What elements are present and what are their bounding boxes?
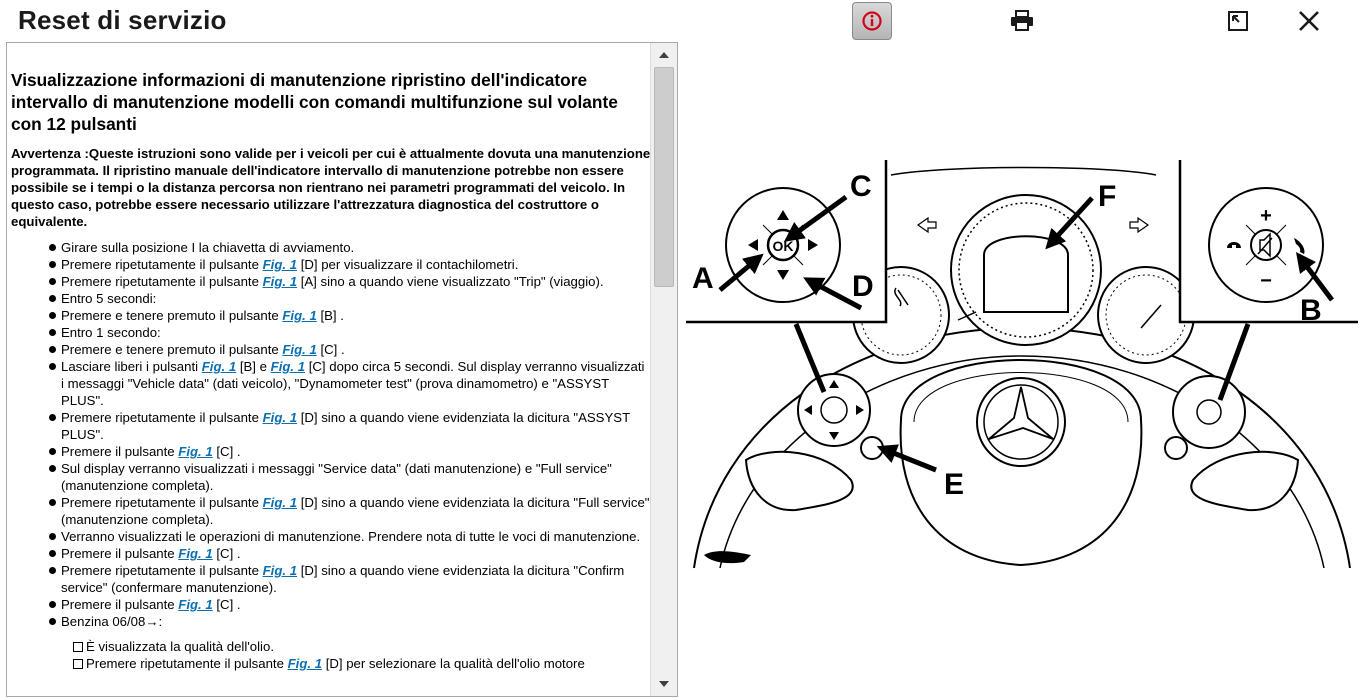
list-item: Premere il pulsante Fig. 1 [C] . bbox=[11, 545, 651, 562]
fig-link[interactable]: Fig. 1 bbox=[178, 444, 213, 459]
list-item: Sul display verranno visualizzati i messaggi "Service data" (dati manutenzione) e "Full service" (manutenzione completa). bbox=[11, 460, 651, 494]
fig-link[interactable]: Fig. 1 bbox=[262, 563, 298, 578]
instructions-panel[interactable] bbox=[6, 42, 678, 697]
fig-link[interactable]: Fig. 1 bbox=[262, 257, 298, 272]
list-item: Girare sulla posizione I la chiavetta di avviamento. bbox=[11, 239, 651, 256]
list-item: Premere il pulsante Fig. 1 [C] . bbox=[11, 443, 651, 460]
list-item: Lasciare liberi i pulsanti Fig. 1 [B] e Fig. 1 [C] dopo circa 5 secondi. Sul display verranno visualizzati i messaggi "Vehicle data" (dati veicolo), "Dynamometer test" (prova dinamometro) e "ASSYST PLUS". bbox=[11, 358, 651, 409]
list-item: Premere ripetutamente il pulsante Fig. 1 [A] sino a quando viene visualizzato "Trip" (viaggio). bbox=[11, 273, 651, 290]
fig-link[interactable]: Fig. 1 bbox=[282, 308, 317, 323]
arrow-up-icon bbox=[659, 52, 669, 58]
fig-link[interactable]: Fig. 1 bbox=[262, 410, 298, 425]
list-item: Premere il pulsante Fig. 1 [C] . bbox=[11, 596, 651, 613]
list-item: Entro 1 secondo: bbox=[11, 324, 651, 341]
callout-e: E bbox=[944, 468, 965, 501]
steering-wheel-diagram bbox=[686, 160, 1358, 580]
page-title: Reset di servizio bbox=[18, 5, 227, 35]
article-heading: Visualizzazione informazioni di manutenzione ripristino dell'indicatore intervallo di manutenzione modelli con comandi multifunzione sul volante con 12 pulsanti bbox=[11, 70, 618, 134]
steps-list bbox=[11, 239, 651, 630]
close-icon bbox=[1297, 9, 1321, 33]
fig-link[interactable]: Fig. 1 bbox=[201, 359, 237, 374]
substeps-list bbox=[11, 638, 651, 672]
instructions-content bbox=[11, 69, 651, 672]
list-item: Premere ripetutamente il pulsante Fig. 1 [D] sino a quando viene evidenziata la dicitura "ASSYST PLUS". bbox=[11, 409, 651, 443]
list-item: Entro 5 secondi: bbox=[11, 290, 651, 307]
scroll-up-button[interactable] bbox=[653, 45, 675, 65]
callout-b: B bbox=[1300, 294, 1322, 327]
list-item: Verranno visualizzati le operazioni di manutenzione. Prendere nota di tutte le voci di manutenzione. bbox=[11, 528, 651, 545]
callout-c: C bbox=[850, 170, 872, 203]
print-button[interactable] bbox=[1002, 2, 1042, 40]
list-item: Benzina 06/08→: bbox=[11, 613, 651, 630]
ok-label: OK bbox=[772, 238, 794, 254]
fig-link[interactable]: Fig. 1 bbox=[262, 495, 298, 510]
close-button[interactable] bbox=[1289, 2, 1329, 40]
fig-link[interactable]: Fig. 1 bbox=[178, 546, 213, 561]
warning-text: Avvertenza :Queste istruzioni sono valide per i veicoli per cui è attualmente dovuta una manutenzione programmata. Il ripristino manuale dell'indicatore intervallo di manutenzione potrebbe non essere possibile se i tempi o la distanza percorsa non rientrano nei parametri programmati del veicolo. In questo caso, potrebbe essere necessario utilizzare l'attrezzatura diagnostica del costruttore o equivalente. bbox=[11, 146, 651, 229]
list-item: È visualizzata la qualità dell'olio. bbox=[11, 638, 651, 655]
list-item: Premere ripetutamente il pulsante Fig. 1 [D] sino a quando viene evidenziata la dicitura "Full service" (manutenzione completa). bbox=[11, 494, 651, 528]
list-item: Premere e tenere premuto il pulsante Fig. 1 [B] . bbox=[11, 307, 651, 324]
fig-link[interactable]: Fig. 1 bbox=[270, 359, 306, 374]
fig-link[interactable]: Fig. 1 bbox=[282, 342, 317, 357]
title-bar bbox=[0, 0, 1365, 42]
scroll-down-button[interactable] bbox=[653, 674, 675, 694]
plus-label: + bbox=[1260, 205, 1272, 227]
restore-window-icon bbox=[1227, 10, 1249, 32]
list-item: Premere e tenere premuto il pulsante Fig. 1 [C] . bbox=[11, 341, 651, 358]
scrollbar[interactable] bbox=[650, 43, 677, 696]
fig-link[interactable]: Fig. 1 bbox=[178, 597, 213, 612]
scrollbar-thumb[interactable] bbox=[654, 67, 674, 287]
info-icon bbox=[861, 10, 883, 32]
callout-d: D bbox=[852, 270, 874, 303]
fig-link[interactable]: Fig. 1 bbox=[262, 274, 298, 289]
list-item: Premere ripetutamente il pulsante Fig. 1 [D] per selezionare la qualità dell'olio motore bbox=[11, 655, 651, 672]
arrow-down-icon bbox=[659, 681, 669, 687]
list-item: Premere ripetutamente il pulsante Fig. 1 [D] sino a quando viene evidenziata la dicitura "Confirm service" (confermare manutenzione). bbox=[11, 562, 651, 596]
callout-f: F bbox=[1098, 180, 1117, 213]
printer-icon bbox=[1010, 10, 1034, 32]
list-item: Premere ripetutamente il pulsante Fig. 1 [D] per visualizzare il contachilometri. bbox=[11, 256, 651, 273]
restore-window-button[interactable] bbox=[1218, 2, 1258, 40]
fig-link[interactable]: Fig. 1 bbox=[287, 656, 323, 671]
callout-a: A bbox=[692, 262, 714, 295]
minus-label: − bbox=[1260, 270, 1272, 292]
info-button[interactable] bbox=[852, 2, 892, 40]
